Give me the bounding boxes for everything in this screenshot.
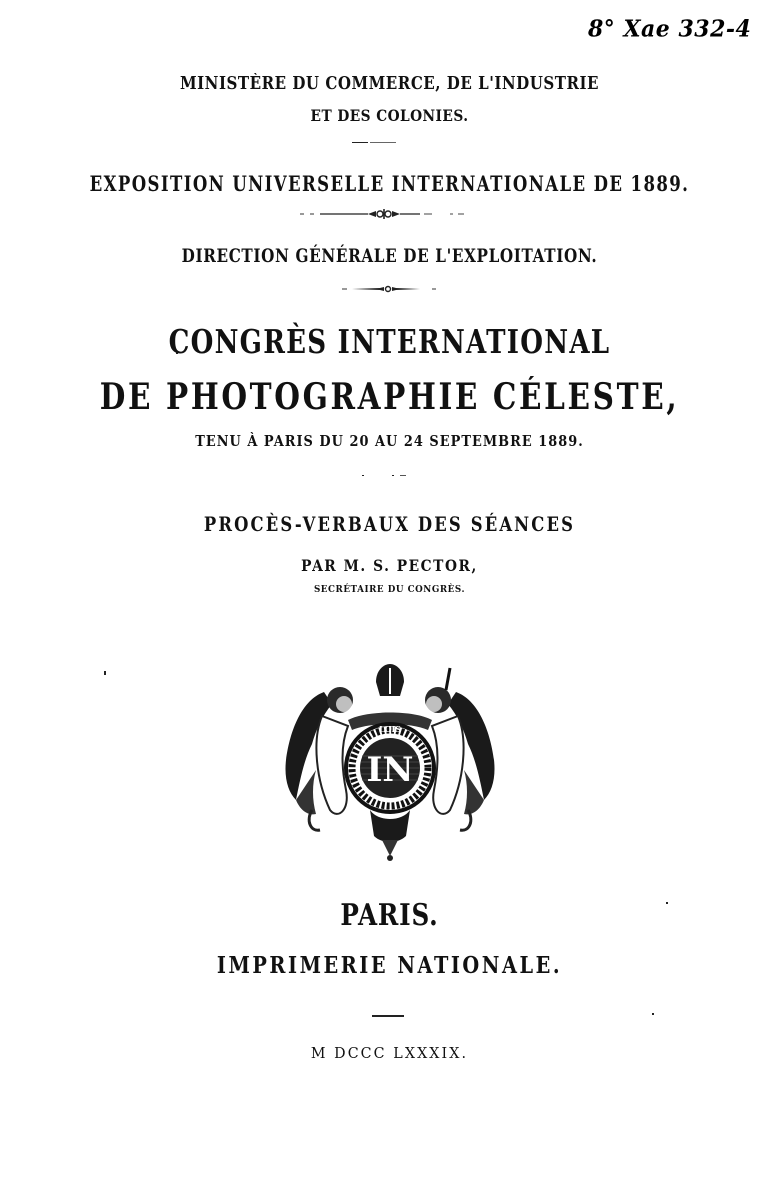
- imprint-city: PARIS.: [340, 898, 439, 933]
- title-line-2: DE PHOTOGRAPHIE CÉLESTE,: [99, 376, 680, 418]
- fleuron-icon: [300, 208, 480, 220]
- seal-ring-text: LOIS: [378, 724, 402, 734]
- title-line-1: CONGRÈS INTERNATIONAL: [168, 322, 611, 361]
- scan-speck: [362, 475, 364, 476]
- shelfmark-annotation: 8° Xae 332-4: [588, 15, 752, 43]
- scan-speck: [392, 475, 394, 476]
- exposition-heading: EXPOSITION UNIVERSELLE INTERNATIONALE DE 1889.: [89, 172, 690, 197]
- divider-rule: [372, 1015, 404, 1017]
- seal-monogram: IN: [366, 750, 414, 790]
- author-role: SECRÉTAIRE DU CONGRÈS.: [313, 584, 466, 595]
- ministry-heading: MINISTÈRE DU COMMERCE, DE L'INDUSTRIE: [179, 74, 600, 94]
- imprint-publisher: IMPRIMERIE NATIONALE.: [216, 952, 563, 979]
- scan-speck: [652, 1013, 654, 1015]
- author-line: PAR M. S. PECTOR,: [301, 556, 478, 575]
- imprint-year: M DCCC LXXXIX.: [310, 1044, 469, 1062]
- fleuron-icon: [340, 284, 440, 294]
- divider-rule: [400, 475, 406, 476]
- direction-heading: DIRECTION GÉNÉRALE DE L'EXPLOITATION.: [181, 245, 598, 267]
- title-subtitle: TENU À PARIS DU 20 AU 24 SEPTEMBRE 1889.: [195, 432, 584, 450]
- divider-rule: [352, 142, 368, 143]
- ornamental-divider: [0, 284, 779, 294]
- imprimerie-nationale-seal-icon: [282, 660, 498, 865]
- scan-speck: [104, 671, 106, 675]
- ministry-heading-line2: ET DES COLONIES.: [310, 106, 469, 125]
- work-title: PROCÈS-VERBAUX DES SÉANCES: [203, 512, 576, 536]
- ornamental-divider: [0, 208, 779, 220]
- divider-rule: [370, 142, 396, 143]
